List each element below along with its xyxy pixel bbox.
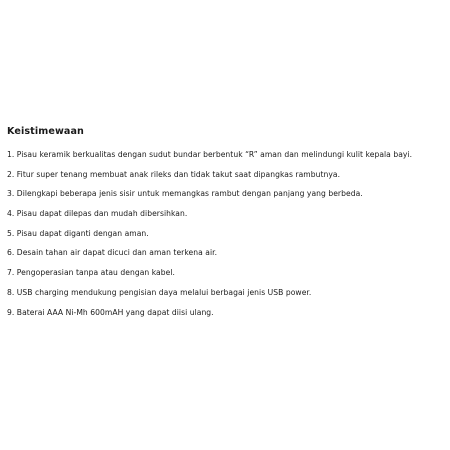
features-section bbox=[7, 126, 447, 327]
feature-list bbox=[7, 150, 447, 318]
feature-item: 5. Pisau dapat diganti dengan aman. bbox=[7, 228, 149, 238]
feature-item: 6. Desain tahan air dapat dicuci dan aman terkena air. bbox=[7, 248, 218, 258]
feature-item: 3. Dilengkapi beberapa jenis sisir untuk memangkas rambut dengan panjang yang berbeda. bbox=[7, 189, 363, 199]
feature-item: 7. Pengoperasian tanpa atau dengan kabel. bbox=[7, 268, 175, 278]
feature-item: 9. Baterai AAA Ni-Mh 600mAH yang dapat diisi ulang. bbox=[7, 307, 214, 317]
feature-item: 2. Fitur super tenang membuat anak rileks dan tidak takut saat dipangkas rambutnya. bbox=[7, 169, 341, 179]
feature-item: 1. Pisau keramik berkualitas dengan sudut bundar berbentuk “R” aman dan melindungi kulit kepala bayi. bbox=[7, 150, 413, 159]
section-heading: Keistimewaan bbox=[7, 126, 84, 137]
feature-item: 4. Pisau dapat dilepas dan mudah dibersihkan. bbox=[7, 209, 188, 219]
feature-item: 8. USB charging mendukung pengisian daya melalui berbagai jenis USB power. bbox=[7, 287, 312, 297]
